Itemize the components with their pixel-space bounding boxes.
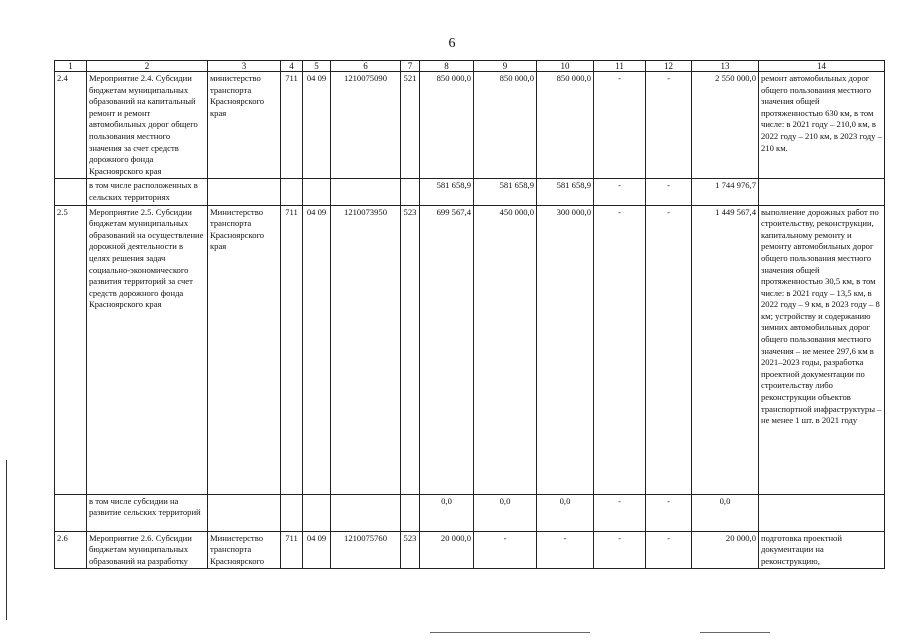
expense-type-code: 523 [401, 531, 420, 569]
col-header: 4 [281, 61, 303, 72]
section-code: 04 09 [303, 205, 331, 494]
col-12-value: - [646, 205, 692, 494]
amount-2023: 850 000,0 [537, 72, 594, 179]
col-header: 14 [759, 61, 885, 72]
page-number: 6 [448, 36, 456, 51]
expected-result: подготовка проектной документации на реконструкцию, [759, 531, 885, 569]
amount-2023: 0,0 [537, 494, 594, 531]
scan-bottom-line [430, 632, 590, 633]
measure-name: Мероприятие 2.6. Субсидии бюджетам муниципальных образований на разработку [87, 531, 208, 569]
amount-2022: 0,0 [474, 494, 537, 531]
total-amount: 1 744 976,7 [692, 179, 759, 205]
row-number [55, 494, 87, 531]
column-numbers-row [55, 61, 885, 72]
col-header: 13 [692, 61, 759, 72]
table-row [55, 72, 885, 179]
target-article-code: 1210075760 [331, 531, 401, 569]
measure-name: Мероприятие 2.4. Субсидии бюджетам муниципальных образований на капитальный ремонт и ремонт автомобильных дорог общего пользования местного значения за счет средств дорожного фонда Красноярского края [87, 72, 208, 179]
amount-2021: 0,0 [420, 494, 474, 531]
col-header: 12 [646, 61, 692, 72]
expense-type-code [401, 494, 420, 531]
amount-2022: 850 000,0 [474, 72, 537, 179]
target-article-code [331, 494, 401, 531]
col-header: 10 [537, 61, 594, 72]
amount-2023: - [537, 531, 594, 569]
expense-type-code [401, 179, 420, 205]
col-12-value: - [646, 494, 692, 531]
expense-type-code: 521 [401, 72, 420, 179]
expense-type-code: 523 [401, 205, 420, 494]
row-number [55, 179, 87, 205]
section-code [303, 179, 331, 205]
scan-margin-line [6, 460, 7, 620]
col-12-value: - [646, 531, 692, 569]
amount-2023: 300 000,0 [537, 205, 594, 494]
col-12-value: - [646, 72, 692, 179]
table-row [55, 179, 885, 205]
table-row [55, 494, 885, 531]
col-header: 3 [208, 61, 281, 72]
responsible-org: Министерство транспорта Красноярского [208, 531, 281, 569]
col-header: 2 [87, 61, 208, 72]
row-number: 2.4 [55, 72, 87, 179]
amount-2022: 450 000,0 [474, 205, 537, 494]
measure-name: в том числе расположенных в сельских территориях [87, 179, 208, 205]
total-amount: 1 449 567,4 [692, 205, 759, 494]
total-amount: 20 000,0 [692, 531, 759, 569]
expected-result: выполнение дорожных работ по строительству, реконструкции, капитальному ремонту и ремонту автомобильных дорог общего пользования местного значения общей протяженностью 30,5 км, в том числе: в 2021 году – 13,5 км, в 2022 году – 9 км, в 2023 году – 8 км; устройству и содержанию зимних автомобильных дорог общего пользования местного значения – не менее 297,6 км в 2021–2023 годы, разработка проектной документации по строительству либо реконструкции объектов транспортной инфраструктуры – не менее 1 шт. в 2021 году [759, 205, 885, 494]
col-header: 6 [331, 61, 401, 72]
expected-result [759, 494, 885, 531]
amount-2021: 20 000,0 [420, 531, 474, 569]
total-amount: 0,0 [692, 494, 759, 531]
col-header: 5 [303, 61, 331, 72]
col-12-value: - [646, 179, 692, 205]
amount-2021: 699 567,4 [420, 205, 474, 494]
col-header: 7 [401, 61, 420, 72]
grbs-code: 711 [281, 72, 303, 179]
target-article-code [331, 179, 401, 205]
col-header: 8 [420, 61, 474, 72]
row-number: 2.6 [55, 531, 87, 569]
expected-result [759, 179, 885, 205]
col-header: 9 [474, 61, 537, 72]
amount-2021: 581 658,9 [420, 179, 474, 205]
grbs-code [281, 494, 303, 531]
row-number: 2.5 [55, 205, 87, 494]
program-measures-table [54, 60, 885, 569]
section-code: 04 09 [303, 72, 331, 179]
scan-bottom-line [700, 632, 770, 633]
amount-2021: 850 000,0 [420, 72, 474, 179]
amount-2022: - [474, 531, 537, 569]
responsible-org: министерство транспорта Красноярского края [208, 72, 281, 179]
measure-name: в том числе субсидии на развитие сельских территорий [87, 494, 208, 531]
table-row [55, 531, 885, 569]
total-amount: 2 550 000,0 [692, 72, 759, 179]
grbs-code [281, 179, 303, 205]
section-code: 04 09 [303, 531, 331, 569]
table-row [55, 205, 885, 494]
col-11-value: - [594, 494, 646, 531]
col-11-value: - [594, 179, 646, 205]
grbs-code: 711 [281, 205, 303, 494]
amount-2023: 581 658,9 [537, 179, 594, 205]
measure-name: Мероприятие 2.5. Субсидии бюджетам муниципальных образований на осуществление дорожной деятельности в целях решения задач социально-экономического развития территорий за счет средств дорожного фонда Красноярского края [87, 205, 208, 494]
responsible-org [208, 494, 281, 531]
col-11-value: - [594, 531, 646, 569]
expected-result: ремонт автомобильных дорог общего пользования местного значения общей протяженностью 630 км, в том числе: в 2021 году – 210,0 км, в 2022 году – 210 км, в 2023 году – 210 км. [759, 72, 885, 179]
col-11-value: - [594, 72, 646, 179]
section-code [303, 494, 331, 531]
responsible-org [208, 179, 281, 205]
amount-2022: 581 658,9 [474, 179, 537, 205]
col-header: 1 [55, 61, 87, 72]
col-header: 11 [594, 61, 646, 72]
grbs-code: 711 [281, 531, 303, 569]
col-11-value: - [594, 205, 646, 494]
target-article-code: 1210073950 [331, 205, 401, 494]
target-article-code: 1210075090 [331, 72, 401, 179]
responsible-org: Министерство транспорта Красноярского края [208, 205, 281, 494]
